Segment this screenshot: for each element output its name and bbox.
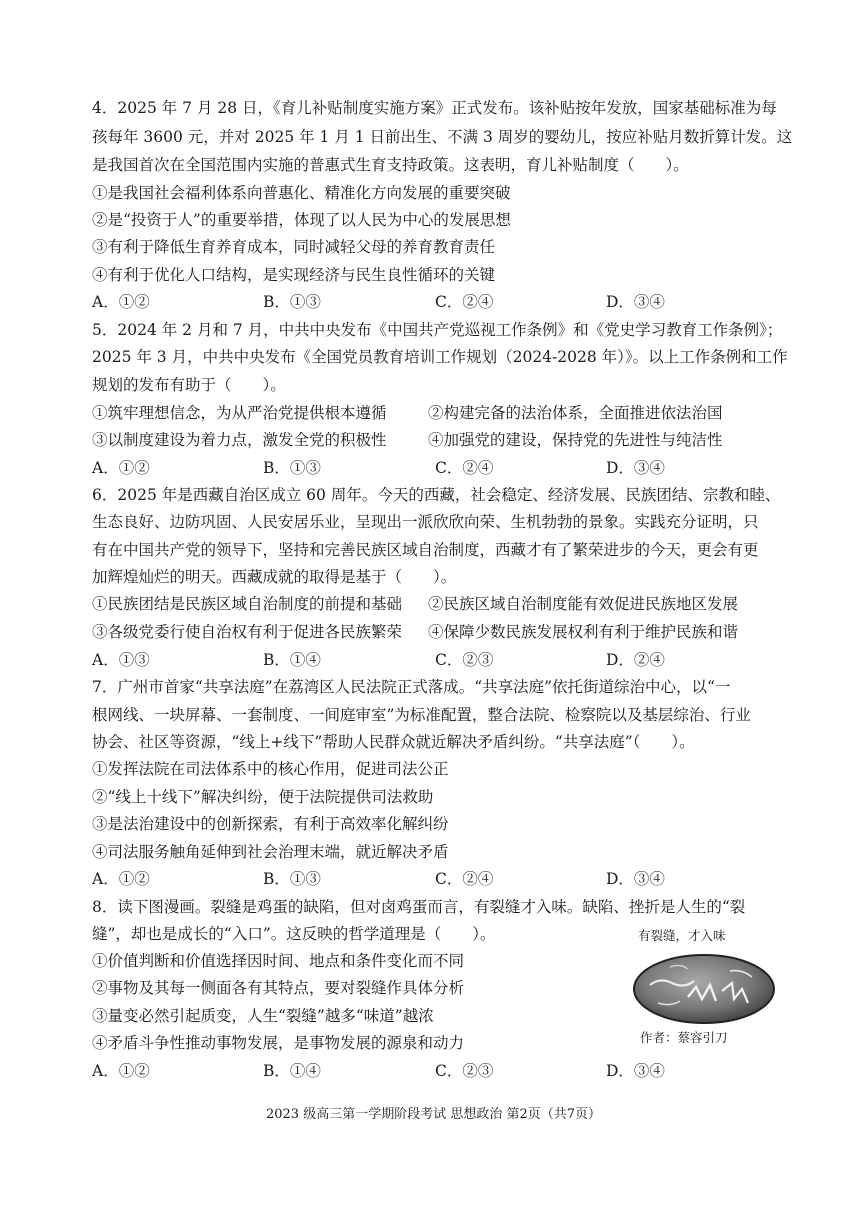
answer-choice-c: C．②③ <box>435 651 494 669</box>
question-stem-line: 孩每年 3600 元，并对 2025 年 1 月 1 日前出生、不满 3 周岁的婴幼儿，按应补贴月数折算计发。这 <box>92 128 793 146</box>
answer-choice-d: D．③④ <box>606 870 665 888</box>
statement-option: ②民族区域自治制度能有效促进民族地区发展 <box>428 595 739 613</box>
page-footer: 2023 级高三第一学期阶段考试 思想政治 第2页（共7页） <box>265 1107 602 1122</box>
question-stem-line: 缝”，却也是成长的“入口”。这反映的哲学道理是（ ）。 <box>92 925 496 943</box>
question-stem-line: 2025 年 3 月，中共中央发布《全国党员教育培训工作规划（2024-2028 年）》。以上工作条例和工作 <box>92 348 788 366</box>
statement-option: ③是法治建设中的创新探索，有利于高效率化解纠纷 <box>92 815 449 833</box>
question-stem-line: 5．2024 年 2 月和 7 月，中共中央发布《中国共产党巡视工作条例》和《党史学习教育工作条例》； <box>92 321 783 339</box>
answer-choice-b: B．①④ <box>263 651 321 669</box>
statement-option: ①民族团结是民族区域自治制度的前提和基础 <box>92 595 403 613</box>
statement-option: ④矛盾斗争性推动事物发展，是事物发展的源泉和动力 <box>92 1034 465 1052</box>
question-stem-line: 4．2025 年 7 月 28 日，《育儿补贴制度实施方案》正式发布。该补贴按年发放，国家基础标准为每 <box>92 99 777 117</box>
question-stem-line: 规划的发布有助于（ ）。 <box>92 376 286 394</box>
answer-choice-c: C．②③ <box>435 1062 494 1080</box>
statement-option: ③以制度建设为着力点，激发全党的积极性 <box>92 431 387 449</box>
answer-choice-a: A．①② <box>92 459 150 477</box>
statement-option: ②事物及其每一侧面各有其特点，要对裂缝作具体分析 <box>92 979 465 997</box>
answer-choice-b: B．①③ <box>263 870 321 888</box>
statement-option: ①价值判断和价值选择因时间、地点和条件变化而不同 <box>92 952 465 970</box>
question-stem-line: 加辉煌灿烂的明天。西藏成就的取得是基于（ ）。 <box>92 568 457 586</box>
statement-option: ④司法服务触角延伸到社会治理末端，就近解决矛盾 <box>92 843 449 861</box>
answer-choice-a: A．①② <box>92 293 150 311</box>
answer-choice-c: C．②④ <box>435 459 494 477</box>
question-stem-line: 是我国首次在全国范围内实施的普惠式生育支持政策。这表明，育儿补贴制度（ ）。 <box>92 156 689 174</box>
answer-choice-d: D．③④ <box>606 1062 665 1080</box>
answer-choice-d: D．②④ <box>606 651 665 669</box>
answer-choice-b: B．①④ <box>263 1062 321 1080</box>
answer-choice-b: B．①③ <box>263 293 321 311</box>
statement-option: ④保障少数民族发展权利有利于维护民族和谐 <box>428 623 739 641</box>
answer-choice-a: A．①③ <box>92 651 150 669</box>
question-stem-line: 8．读下图漫画。裂缝是鸡蛋的缺陷，但对卤鸡蛋而言，有裂缝才入味。缺陷、挫折是人生的“裂 <box>92 898 746 916</box>
statement-option: ①是我国社会福利体系向普惠化、精准化方向发展的重要突破 <box>92 184 511 202</box>
statement-option: ④有利于优化人口结构，是实现经济与民生良性循环的关键 <box>92 266 496 284</box>
statement-option: ①筑牢理想信念，为从严治党提供根本遵循 <box>92 404 387 422</box>
statement-option: ④加强党的建设，保持党的先进性与纯洁性 <box>428 431 723 449</box>
statement-option: ②“线上十线下”解决纠纷，便于法院提供司法救助 <box>92 788 434 806</box>
answer-choice-d: D．③④ <box>606 293 665 311</box>
statement-option: ①发挥法院在司法体系中的核心作用，促进司法公正 <box>92 760 449 778</box>
statement-option: ③量变必然引起质变，人生“裂缝”越多“味道”越浓 <box>92 1007 434 1025</box>
question-stem-line: 6．2025 年是西藏自治区成立 60 周年。今天的西藏，社会稳定、经济发展、民族团结、宗教和睦、 <box>92 486 781 504</box>
question-stem-line: 7．广州市首家“共享法庭”在荔湾区人民法院正式落成。“共享法庭”依托街道综治中心，以“一 <box>92 678 731 696</box>
statement-option: ③有利于降低生育养育成本，同时减轻父母的养育教育责任 <box>92 238 496 256</box>
statement-option: ②是“投资于人”的重要举措，体现了以人民为中心的发展思想 <box>92 211 511 229</box>
answer-choice-a: A．①② <box>92 1062 150 1080</box>
answer-choice-c: C．②④ <box>435 293 494 311</box>
question-stem-line: 生态良好、边防巩固、人民安居乐业，呈现出一派欣欣向荣、生机勃勃的景象。实践充分证明，只 <box>92 513 759 531</box>
cracked-egg-cartoon <box>630 947 778 1027</box>
question-stem-line: 根网线、一块屏幕、一套制度、一间庭审室”为标准配置，整合法院、检察院以及基层综治、行业 <box>92 706 751 724</box>
answer-choice-a: A．①② <box>92 870 150 888</box>
cartoon-caption: 有裂缝，才入味 <box>638 928 726 943</box>
question-stem-line: 协会、社区等资源，“线上+线下”帮助人民群众就近解决矛盾纠纷。“共享法庭”（ ）。 <box>92 733 695 751</box>
answer-choice-b: B．①③ <box>263 459 321 477</box>
statement-option: ③各级党委行使自治权有利于促进各民族繁荣 <box>92 623 403 641</box>
question-stem-line: 有在中国共产党的领导下，坚持和完善民族区域自治制度，西藏才有了繁荣进步的今天，更会有更 <box>92 541 759 559</box>
answer-choice-d: D．③④ <box>606 459 665 477</box>
answer-choice-c: C．②④ <box>435 870 494 888</box>
statement-option: ②构建完备的法治体系，全面推进依法治国 <box>428 404 723 422</box>
cartoon-author: 作者：蔡容引刀 <box>640 1030 728 1045</box>
